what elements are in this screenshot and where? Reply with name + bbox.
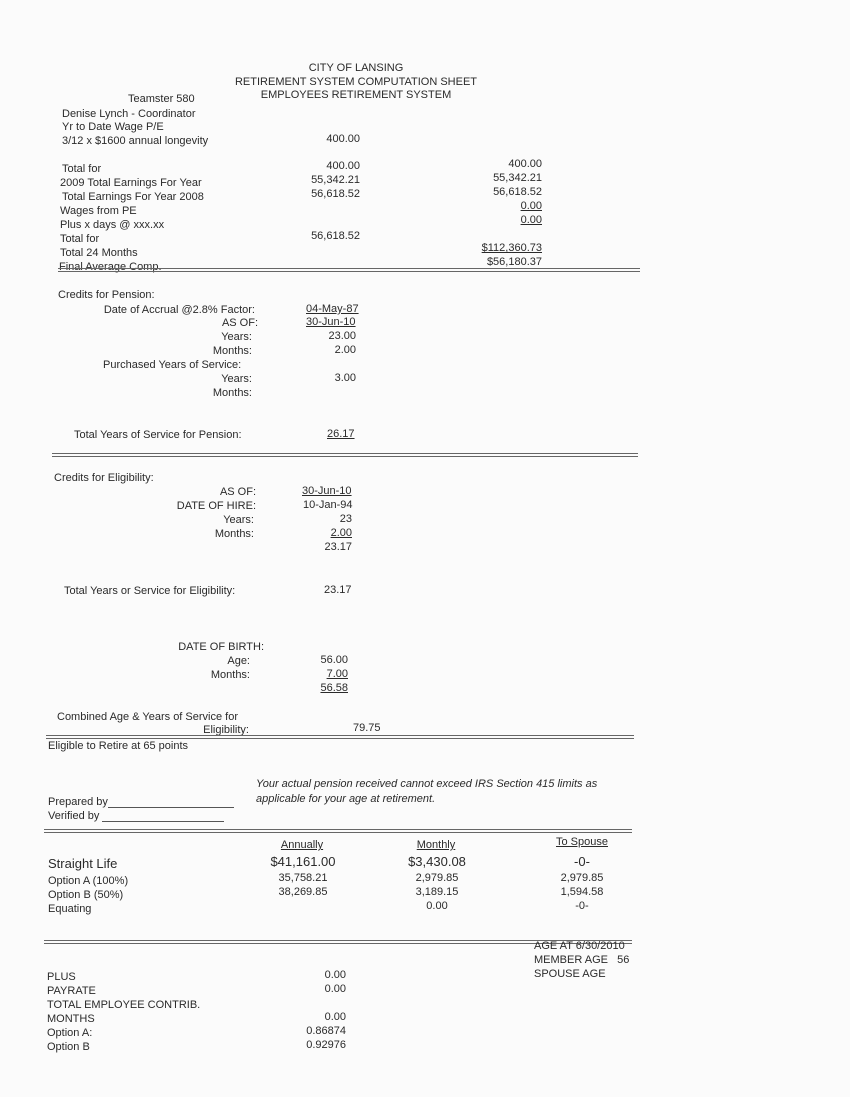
age-value: 56.00 bbox=[320, 654, 348, 666]
verified-by-label: Verified by bbox=[48, 810, 100, 822]
earn-col1: 56,618.52 bbox=[311, 188, 360, 200]
prepared-by-label: Prepared by bbox=[48, 796, 108, 808]
section-divider bbox=[52, 453, 638, 457]
earn-col1: 56,618.52 bbox=[311, 230, 360, 242]
footer-value: 0.00 bbox=[324, 969, 346, 981]
option-annual: 38,269.85 bbox=[278, 886, 328, 898]
header-line-1: CITY OF LANSING bbox=[308, 62, 404, 74]
col-header-spouse: To Spouse bbox=[556, 836, 608, 848]
combined-label-1: Combined Age & Years of Service for bbox=[57, 711, 238, 723]
option-monthly: 2,979.85 bbox=[415, 872, 459, 884]
accrual-label: Date of Accrual @2.8% Factor: bbox=[103, 304, 255, 316]
prepared-by-line bbox=[108, 807, 234, 808]
option-label: Option A (100%) bbox=[48, 875, 129, 887]
footer-value: 0.00 bbox=[324, 983, 346, 995]
pension-title: Credits for Pension: bbox=[58, 289, 155, 301]
age-months-value: 7.00 bbox=[326, 668, 348, 680]
option-monthly: $3,430.08 bbox=[408, 854, 466, 869]
pension-total-label: Total Years of Service for Pension: bbox=[74, 429, 242, 441]
footer-value: 0.00 bbox=[324, 1011, 346, 1023]
age-total-value: 56.58 bbox=[320, 682, 348, 694]
elig-months-label: Months: bbox=[214, 528, 254, 540]
option-spouse: -0- bbox=[575, 900, 589, 912]
longevity-label: 3/12 x $1600 annual longevity bbox=[62, 135, 209, 147]
earn-label: Final Average Comp. bbox=[59, 261, 162, 273]
age-at-label: AGE AT 6/30/2010 bbox=[534, 940, 625, 952]
earn-col2: 0.00 bbox=[520, 200, 542, 212]
irs-notice-1: Your actual pension received cannot exceed IRS Section 415 limits as bbox=[256, 778, 598, 790]
footer-value: 0.86874 bbox=[306, 1025, 346, 1037]
eligibility-title: Credits for Eligibility: bbox=[54, 472, 154, 484]
earn-col1: 400.00 bbox=[326, 160, 360, 172]
option-annual: 35,758.21 bbox=[278, 872, 328, 884]
elig-total-value: 23.17 bbox=[324, 584, 352, 596]
option-spouse: 2,979.85 bbox=[560, 872, 604, 884]
section-divider bbox=[46, 735, 634, 739]
elig-as-of-label: AS OF: bbox=[219, 486, 256, 498]
footer-label: MONTHS bbox=[47, 1013, 95, 1025]
earn-col1: 55,342.21 bbox=[311, 174, 360, 186]
p-months-label: Months: bbox=[212, 387, 252, 399]
combined-value: 79.75 bbox=[353, 722, 381, 734]
earn-col2: $56,180.37 bbox=[486, 256, 542, 268]
ytd-label: Yr to Date Wage P/E bbox=[62, 121, 164, 133]
option-annual: $41,161.00 bbox=[270, 854, 336, 869]
elig-as-of-value: 30-Jun-10 bbox=[302, 485, 352, 497]
p-years-label: Years: bbox=[221, 373, 252, 385]
col-header-annually: Annually bbox=[280, 839, 324, 851]
as-of-value: 30-Jun-10 bbox=[306, 316, 356, 328]
earn-col2: 400.00 bbox=[508, 158, 542, 170]
earn-label: Total for bbox=[62, 163, 102, 175]
earn-col2: 0.00 bbox=[520, 214, 542, 226]
section-divider bbox=[58, 268, 640, 272]
earn-label: Plus x days @ xxx.xx bbox=[60, 219, 165, 231]
footer-label: Option A: bbox=[47, 1027, 93, 1039]
footer-label: PLUS bbox=[47, 971, 76, 983]
option-spouse: -0- bbox=[574, 854, 590, 869]
years-value: 23.00 bbox=[328, 330, 356, 342]
years-label: Years: bbox=[221, 331, 252, 343]
earn-label: 2009 Total Earnings For Year bbox=[60, 177, 202, 189]
elig-years-label: Years: bbox=[223, 514, 254, 526]
age-months-label: Months: bbox=[210, 669, 250, 681]
section-divider bbox=[44, 829, 632, 833]
footer-label: TOTAL EMPLOYEE CONTRIB. bbox=[47, 999, 201, 1011]
footer-label: PAYRATE bbox=[47, 985, 96, 997]
elig-years-value: 23 bbox=[339, 513, 352, 525]
elig-total-label: Total Years or Service for Eligibility: bbox=[64, 585, 236, 597]
earn-label: Wages from PE bbox=[60, 205, 137, 217]
footer-label: Option B bbox=[47, 1041, 90, 1053]
months-label: Months: bbox=[212, 345, 252, 357]
col-header-monthly: Monthly bbox=[416, 839, 456, 851]
hire-label: DATE OF HIRE: bbox=[176, 500, 256, 512]
purchased-label: Purchased Years of Service: bbox=[103, 359, 242, 371]
union-name: Teamster 580 bbox=[128, 93, 195, 105]
p-years-value: 3.00 bbox=[334, 372, 356, 384]
earn-label: Total for bbox=[60, 233, 100, 245]
spouse-age-label: SPOUSE AGE bbox=[534, 968, 606, 980]
elig-sub-value: 23.17 bbox=[324, 541, 352, 553]
pension-total-value: 26.17 bbox=[327, 428, 355, 440]
earn-label: Total Earnings For Year 2008 bbox=[62, 191, 204, 203]
earn-label: Total 24 Months bbox=[60, 247, 138, 259]
earn-col2: $112,360.73 bbox=[481, 242, 542, 254]
elig-months-value: 2.00 bbox=[330, 527, 352, 539]
option-spouse: 1,594.58 bbox=[560, 886, 604, 898]
option-monthly: 0.00 bbox=[426, 900, 448, 912]
option-label: Straight Life bbox=[48, 856, 118, 871]
header-line-3: EMPLOYEES RETIREMENT SYSTEM bbox=[260, 89, 452, 101]
member-name: Denise Lynch - Coordinator bbox=[62, 108, 196, 120]
hire-value: 10-Jan-94 bbox=[303, 499, 353, 511]
irs-notice-2: applicable for your age at retirement. bbox=[256, 793, 436, 805]
longevity-value: 400.00 bbox=[326, 133, 360, 145]
footer-value: 0.92976 bbox=[306, 1039, 346, 1051]
age-label: Age: bbox=[227, 655, 250, 667]
header-line-2: RETIREMENT SYSTEM COMPUTATION SHEET bbox=[234, 76, 478, 88]
dob-label: DATE OF BIRTH: bbox=[178, 641, 264, 653]
accrual-value: 04-May-87 bbox=[306, 303, 359, 315]
verified-by-line bbox=[102, 821, 224, 822]
earn-col2: 56,618.52 bbox=[493, 186, 542, 198]
earn-col2: 55,342.21 bbox=[493, 172, 542, 184]
option-label: Option B (50%) bbox=[48, 889, 124, 901]
eligible-note: Eligible to Retire at 65 points bbox=[48, 740, 189, 752]
option-label: Equating bbox=[48, 903, 92, 915]
option-monthly: 3,189.15 bbox=[415, 886, 459, 898]
combined-label-2: Eligibility: bbox=[203, 724, 249, 736]
months-value: 2.00 bbox=[334, 344, 356, 356]
as-of-label: AS OF: bbox=[221, 317, 258, 329]
member-age-label: MEMBER AGE 56 bbox=[534, 954, 630, 966]
